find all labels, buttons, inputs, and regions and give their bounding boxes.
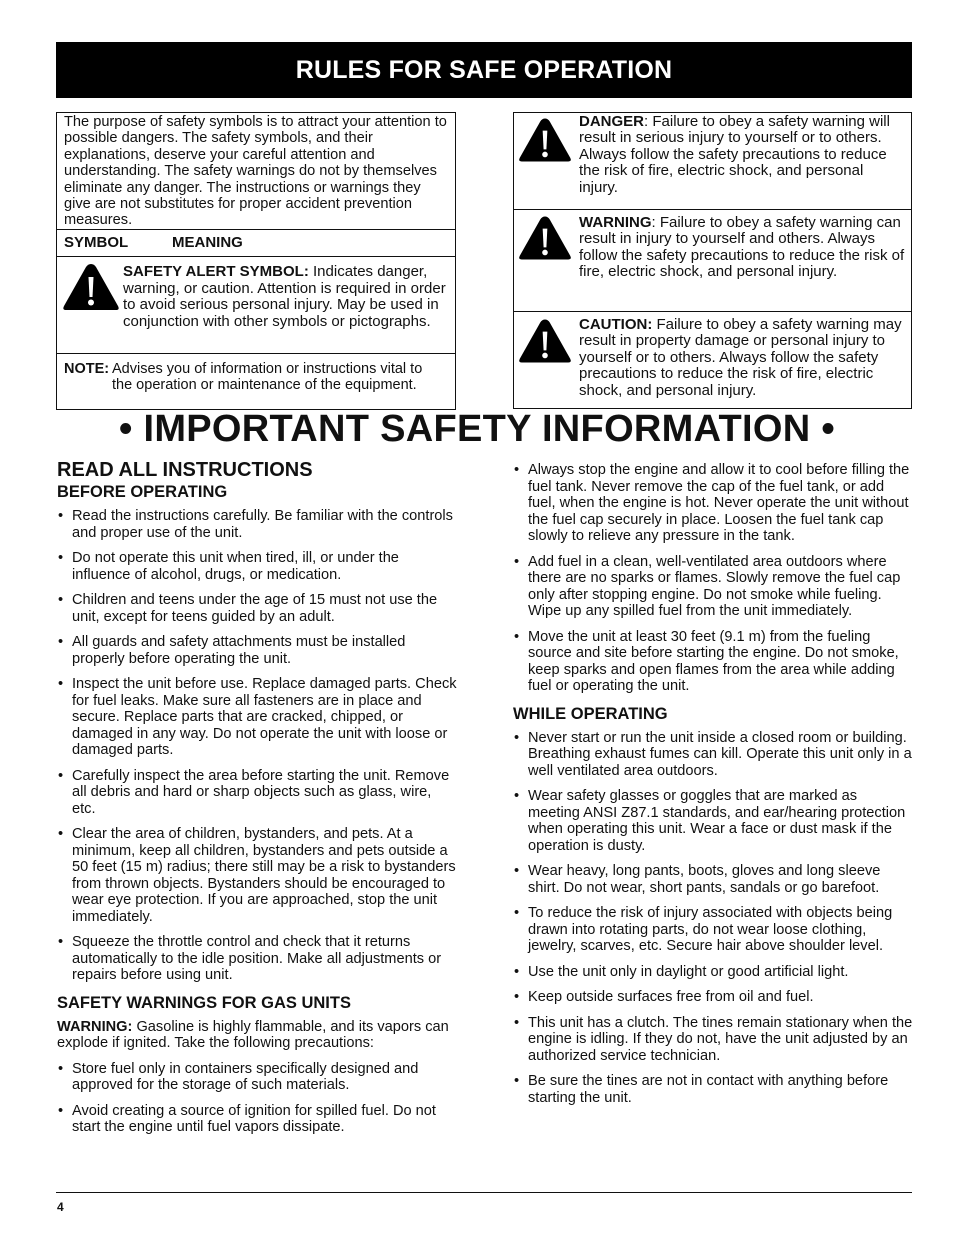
list-item: • Carefully inspect the area before starting the unit. Remove all debris and hard or sharp objects such as glass, wire, etc. [57,768,457,818]
danger-description: DANGER: Failure to obey a safety warning will result in serious injury to yourself or to others. Always follow the safety precautions to reduce the risk of fire, electric shock, and personal injury. [579,113,890,196]
list-item: • Children and teens under the age of 15 must not use the unit, except for teens guided by an adult. [57,592,457,625]
safety-alert-label: SAFETY ALERT SYMBOL: [123,263,309,280]
footer-divider [56,1192,912,1193]
safety-symbols-box [56,112,456,410]
list-item: • Use the unit only in daylight or good artificial light. [513,964,913,981]
list-item: • Wear heavy, long pants, boots, gloves and long sleeve shirt. Do not wear, short pants, sandals or go barefoot. [513,863,913,896]
symbol-column-header: SYMBOL [64,234,129,251]
divider [57,229,455,230]
note-label: NOTE: [64,361,110,377]
note-line-1: Advises you of information or instructions vital to [112,361,423,377]
gas-warning-label: WARNING: [57,1018,133,1035]
page-number: 4 [57,1200,64,1214]
list-item: • This unit has a clutch. The tines remain stationary when the engine is idling. If they do not, have the unit adjusted by an authorized service technician. [513,1015,913,1065]
warning-label: WARNING [579,214,652,231]
while-operating-list [513,730,913,1107]
read-all-instructions-heading: READ ALL INSTRUCTIONS [57,459,313,481]
caution-label: CAUTION: [579,316,653,333]
danger-text: Failure to obey a safety warning will result in serious injury to yourself or to others. Always follow the safety precautions to reduce the risk of fire, electric shock, and personal injury. [579,113,890,196]
warning-text: Failure to obey a safety warning can result in injury to yourself and others. Always follow the safety precautions to reduce the risk of fire, electric shock, and personal injury. [579,214,905,281]
section-banner [56,42,912,98]
list-item: • Do not operate this unit when tired, ill, or under the influence of alcohol, drugs, or medication. [57,550,457,583]
symbols-intro: The purpose of safety symbols is to attract your attention to possible dangers. The safety symbols, and their explanations, deserve your careful attention and understanding. The safety warnings do not by themselves eliminate any danger. The instructions or warnings they give are not substitutes for proper accident prevention measures. [64,114,447,229]
divider [57,353,455,354]
caution-description [579,317,905,399]
divider [57,256,455,257]
safety-alert-description [123,264,451,330]
list-item: • Avoid creating a source of ignition for spilled fuel. Do not start the engine until fuel vapors dissipate. [57,1103,457,1136]
warning-triangle-icon [61,261,121,313]
while-operating-heading: WHILE OPERATING [513,704,668,723]
before-operating-heading: BEFORE OPERATING [57,483,228,501]
list-item: • Squeeze the throttle control and check that it returns automatically to the idle position. Make all adjustments or repairs before using unit. [57,934,457,984]
important-safety-title: • IMPORTANT SAFETY INFORMATION • [119,408,835,450]
fuel-precautions-list [513,462,913,695]
warning-warning-icon [517,212,573,264]
signal-words-box [513,112,912,409]
list-item: • Clear the area of children, bystanders, and pets. At a minimum, keep all children, bystanders and pets outside a 50 feet (15 m) radius; there still may be a risk to bystanders from thrown objects. Bystanders should be encouraged to wear eye protection. If you are approached, stop the unit immediately. [57,826,457,925]
danger-row [514,113,911,209]
right-column [513,462,913,1115]
before-operating-list [57,508,457,984]
left-column [57,458,457,1145]
gas-units-heading: SAFETY WARNINGS FOR GAS UNITS [57,993,351,1012]
danger-warning-icon [517,114,573,166]
list-item: • Wear safety glasses or goggles that are marked as meeting ANSI Z87.1 standards, and ear/hearing protection when operating this unit. Wear a face or dust mask if the operation is dusty. [513,788,913,854]
list-item: • Read the instructions carefully. Be familiar with the controls and proper use of the unit. [57,508,457,541]
list-item: • Never start or run the unit inside a closed room or building. Breathing exhaust fumes can kill. Operate this unit only in a well ventilated area outdoors. [513,730,913,780]
note-line-2: the operation or maintenance of the equipment. [112,377,417,394]
caution-text: Failure to obey a safety warning may result in property damage or personal injury to yourself or to others. Always follow the safety precautions to reduce the risk of fire, electric shock, and personal injury. [579,316,902,399]
banner-title: RULES FOR SAFE OPERATION [295,56,673,84]
list-item: • Add fuel in a clean, well-ventilated area outdoors where there are no sparks or flames. Slowly remove the fuel cap only after stopping engine. Do not smoke while fueling. Wipe up any spilled fuel from the unit immediately. [513,554,913,620]
list-item: • All guards and safety attachments must be installed properly before operating the unit. [57,634,457,667]
meaning-column-header: MEANING [172,234,243,251]
list-item: • Be sure the tines are not in contact with anything before starting the unit. [513,1073,913,1106]
list-item: • Always stop the engine and allow it to cool before filling the fuel tank. Never remove the cap of the fuel tank, or add fuel, when the engine is hot. Never operate the unit without the fuel cap securely in place. Loosen the fuel tank cap slowly to relieve any pressure in the tank. [513,462,913,545]
list-item: • Move the unit at least 30 feet (9.1 m) from the fueling source and site before starting the engine. Do not smoke, keep sparks and open flames from the area while adding fuel or operating the unit. [513,629,913,695]
gas-units-list [57,1061,457,1136]
caution-warning-icon [517,315,573,367]
caution-row [514,312,911,409]
list-item: • Keep outside surfaces free from oil and fuel. [513,989,913,1006]
note-text [112,361,452,394]
list-item: • Store fuel only in containers specifically designed and approved for the storage of such materials. [57,1061,457,1094]
warning-description: WARNING: Failure to obey a safety warning can result in injury to yourself and others. Always follow the safety precautions to reduce the risk of fire, electric shock, and personal injury. [579,214,905,281]
gas-warning-paragraph [57,1019,457,1052]
safety-alert-text: Indicates danger, warning, or caution. Attention is required in order to avoid serious personal injury. May be used in conjunction with other symbols or pictographs. [123,263,446,330]
danger-label: DANGER [579,113,645,130]
list-item: • Inspect the unit before use. Replace damaged parts. Check for fuel leaks. Make sure all fasteners are in place and secure. Replace parts that are cracked, chipped, or damaged in any way. Do not operate the unit with loose or damaged parts. [57,676,457,759]
list-item: • To reduce the risk of injury associated with objects being drawn into rotating parts, do not wear loose clothing, jewelry, scarves, etc. Secure hair above shoulder level. [513,905,913,955]
warning-row [514,210,911,312]
gas-warning-text: Gasoline is highly flammable, and its vapors can explode if ignited. Take the following precautions: [57,1018,449,1051]
